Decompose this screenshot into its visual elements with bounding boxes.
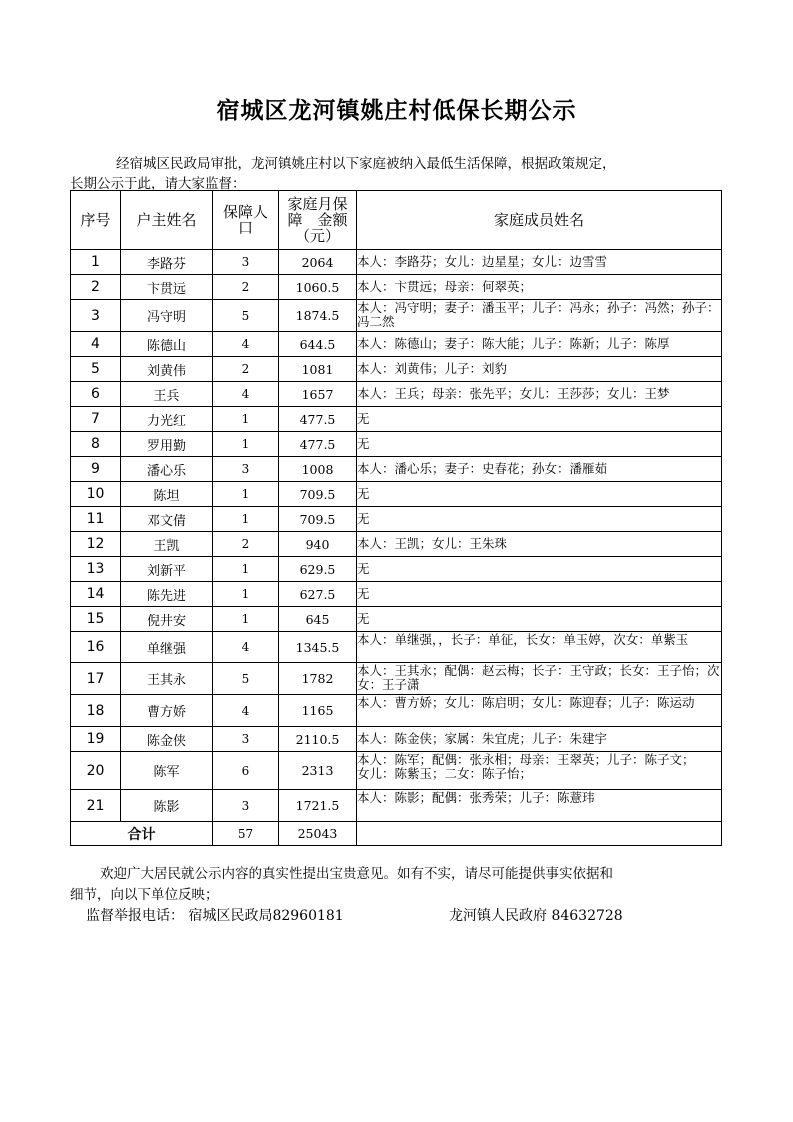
- row-head-name: 陈金侠: [121, 727, 213, 752]
- row-members: 本人：王凯；女儿：王朱珠: [357, 532, 722, 557]
- row-persons: 4: [213, 332, 279, 357]
- row-head-name: 刘新平: [121, 557, 213, 582]
- row-no: 20: [71, 752, 121, 790]
- table-row: [71, 663, 722, 695]
- table-row: [71, 432, 722, 457]
- intro-line-1: 经宿城区民政局审批，龙河镇姚庄村以下家庭被纳入最低生活保障，根据政策规定，: [116, 156, 616, 172]
- header-persons-line2: 口: [237, 219, 253, 237]
- row-no: 3: [71, 300, 121, 332]
- contact-town-government: 龙河镇人民政府 84632728: [449, 908, 623, 924]
- row-no: 2: [71, 275, 121, 300]
- header-amount-line1: 家庭月保: [287, 195, 348, 213]
- row-head-name: 卞贯远: [121, 275, 213, 300]
- table-row: [71, 557, 722, 582]
- row-persons: 1: [213, 432, 279, 457]
- row-amount: 627.5: [279, 582, 357, 607]
- table-body: [71, 250, 722, 822]
- row-persons: 4: [213, 632, 279, 663]
- table-row: [71, 790, 722, 822]
- row-persons: 3: [213, 790, 279, 822]
- row-members-text: 本人：冯守明；妻子：潘玉平；儿子：冯永；孙子：冯然；孙子：冯二然: [357, 300, 720, 329]
- row-persons: 1: [213, 407, 279, 432]
- footer-line-2: 细节，向以下单位反映；: [70, 887, 219, 903]
- row-members: 无: [357, 432, 722, 457]
- row-members: [357, 790, 722, 822]
- table-row: [71, 632, 722, 663]
- row-amount: 1782: [279, 663, 357, 695]
- row-head-name: 陈影: [121, 790, 213, 822]
- row-amount: 1874.5: [279, 300, 357, 332]
- row-members: [357, 300, 722, 332]
- row-members: 本人：陈德山；妻子：陈大能；儿子：陈新；儿子：陈厚: [357, 332, 722, 357]
- row-no: 4: [71, 332, 121, 357]
- total-label: 合计: [71, 822, 213, 846]
- row-head-name: 邓文倩: [121, 507, 213, 532]
- row-head-name: 倪井安: [121, 607, 213, 632]
- row-amount: 644.5: [279, 332, 357, 357]
- row-amount: 477.5: [279, 407, 357, 432]
- table-row: [71, 250, 722, 275]
- row-no: 15: [71, 607, 121, 632]
- row-members: 无: [357, 482, 722, 507]
- row-no: 19: [71, 727, 121, 752]
- row-persons: 1: [213, 607, 279, 632]
- total-row: [71, 822, 722, 846]
- row-persons: 1: [213, 507, 279, 532]
- row-no: 10: [71, 482, 121, 507]
- row-no: 5: [71, 357, 121, 382]
- row-head-name: 王凯: [121, 532, 213, 557]
- row-head-name: 陈先进: [121, 582, 213, 607]
- row-persons: 5: [213, 663, 279, 695]
- row-no: 21: [71, 790, 121, 822]
- row-persons: 1: [213, 582, 279, 607]
- header-name: 户主姓名: [121, 191, 213, 250]
- row-members: 本人：李路芬；女儿：边星星；女儿：边雪雪: [357, 250, 722, 275]
- row-members-text: 本人：曹方娇；女儿：陈启明；女儿：陈迎春；儿子：陈运动: [357, 695, 695, 710]
- row-amount: 2110.5: [279, 727, 357, 752]
- row-amount: 1008: [279, 457, 357, 482]
- row-persons: 2: [213, 357, 279, 382]
- row-no: 8: [71, 432, 121, 457]
- total-members-empty: [357, 822, 722, 846]
- assistance-table: [70, 190, 722, 846]
- table-row: [71, 332, 722, 357]
- page-title: 宿城区龙河镇姚庄村低保长期公示: [216, 97, 577, 124]
- row-head-name: 李路芬: [121, 250, 213, 275]
- header-persons: [213, 191, 279, 250]
- table-row: [71, 695, 722, 727]
- contact-civil-affairs: 监督举报电话： 宿城区民政局82960181: [86, 908, 344, 924]
- row-head-name: 陈德山: [121, 332, 213, 357]
- table-row: [71, 607, 722, 632]
- table-header-row: [71, 191, 722, 250]
- row-members: 无: [357, 407, 722, 432]
- table-row: [71, 457, 722, 482]
- row-members: 无: [357, 507, 722, 532]
- row-head-name: 力光红: [121, 407, 213, 432]
- total-amount: 25043: [279, 822, 357, 846]
- row-no: 6: [71, 382, 121, 407]
- row-members-text: 本人：王其永；配偶：赵云梅；长子：王守政；长女：王子怡；次女：王子潇: [357, 663, 720, 692]
- row-amount: 940: [279, 532, 357, 557]
- header-no: 序号: [71, 191, 121, 250]
- row-head-name: 王其永: [121, 663, 213, 695]
- row-amount: 477.5: [279, 432, 357, 457]
- row-members: 无: [357, 557, 722, 582]
- row-amount: 1657: [279, 382, 357, 407]
- row-head-name: 刘黄伟: [121, 357, 213, 382]
- total-persons: 57: [213, 822, 279, 846]
- row-head-name: 潘心乐: [121, 457, 213, 482]
- header-amount-line3: （元）: [294, 227, 340, 245]
- row-persons: 4: [213, 695, 279, 727]
- row-amount: 1345.5: [279, 632, 357, 663]
- row-amount: 1081: [279, 357, 357, 382]
- row-head-name: 罗用勤: [121, 432, 213, 457]
- row-members: [357, 695, 722, 727]
- row-persons: 4: [213, 382, 279, 407]
- table-row: [71, 275, 722, 300]
- row-members: 本人：陈金侠；家属：朱宜虎；儿子：朱建宇: [357, 727, 722, 752]
- row-amount: 709.5: [279, 482, 357, 507]
- row-head-name: 陈军: [121, 752, 213, 790]
- row-no: 13: [71, 557, 121, 582]
- intro-line-2: 长期公示于此，请大家监督：: [70, 176, 246, 192]
- row-no: 12: [71, 532, 121, 557]
- row-head-name: 王兵: [121, 382, 213, 407]
- table-row: [71, 482, 722, 507]
- table-row: [71, 357, 722, 382]
- row-amount: 645: [279, 607, 357, 632]
- table-row: [71, 507, 722, 532]
- row-persons: 2: [213, 532, 279, 557]
- row-no: 18: [71, 695, 121, 727]
- header-persons-line1: 保障人: [222, 203, 268, 221]
- row-members: [357, 632, 722, 663]
- row-amount: 2313: [279, 752, 357, 790]
- row-members: 本人：刘黄伟；儿子：刘豹: [357, 357, 722, 382]
- footer-line-1: 欢迎广大居民就公示内容的真实性提出宝贵意见。如有不实，请尽可能提供事实依据和: [100, 866, 613, 882]
- row-persons: 1: [213, 482, 279, 507]
- row-persons: 1: [213, 557, 279, 582]
- row-members: 无: [357, 582, 722, 607]
- row-no: 17: [71, 663, 121, 695]
- row-persons: 6: [213, 752, 279, 790]
- row-members-text: 本人：陈军；配偶：张永相；母亲：王翠英；儿子：陈子文； 女儿：陈紫玉；二女：陈子怡；: [357, 752, 714, 781]
- header-amount-line2: 障 金额: [287, 211, 348, 229]
- row-persons: 3: [213, 250, 279, 275]
- table-row: [71, 300, 722, 332]
- row-members-text: 本人：陈影；配偶：张秀荣；儿子：陈薏玮: [357, 790, 595, 805]
- row-members-text: 本人：单继强，，长子：单征，长女：单玉婷，次女：单紫玉: [357, 632, 689, 647]
- row-amount: 629.5: [279, 557, 357, 582]
- table-row: [71, 407, 722, 432]
- row-members: 本人：卞贯远；母亲：何翠英；: [357, 275, 722, 300]
- row-persons: 3: [213, 457, 279, 482]
- row-members: 本人：王兵；母亲：张先平；女儿：王莎莎；女儿：王梦: [357, 382, 722, 407]
- row-members: 本人：潘心乐；妻子：史春花；孙女：潘雁茹: [357, 457, 722, 482]
- row-amount: 709.5: [279, 507, 357, 532]
- row-no: 9: [71, 457, 121, 482]
- table-row: [71, 532, 722, 557]
- row-no: 11: [71, 507, 121, 532]
- header-amount: [279, 191, 357, 250]
- row-members: [357, 663, 722, 695]
- row-no: 16: [71, 632, 121, 663]
- row-no: 7: [71, 407, 121, 432]
- row-head-name: 曹方娇: [121, 695, 213, 727]
- row-head-name: 冯守明: [121, 300, 213, 332]
- table-row: [71, 582, 722, 607]
- table-row: [71, 727, 722, 752]
- row-members: [357, 752, 722, 790]
- table-row: [71, 752, 722, 790]
- row-persons: 3: [213, 727, 279, 752]
- row-no: 1: [71, 250, 121, 275]
- row-amount: 1060.5: [279, 275, 357, 300]
- row-members: 无: [357, 607, 722, 632]
- row-no: 14: [71, 582, 121, 607]
- row-head-name: 陈坦: [121, 482, 213, 507]
- table-row: [71, 382, 722, 407]
- row-persons: 5: [213, 300, 279, 332]
- row-amount: 2064: [279, 250, 357, 275]
- row-persons: 2: [213, 275, 279, 300]
- row-amount: 1721.5: [279, 790, 357, 822]
- row-head-name: 单继强: [121, 632, 213, 663]
- header-members: 家庭成员姓名: [357, 191, 722, 250]
- row-amount: 1165: [279, 695, 357, 727]
